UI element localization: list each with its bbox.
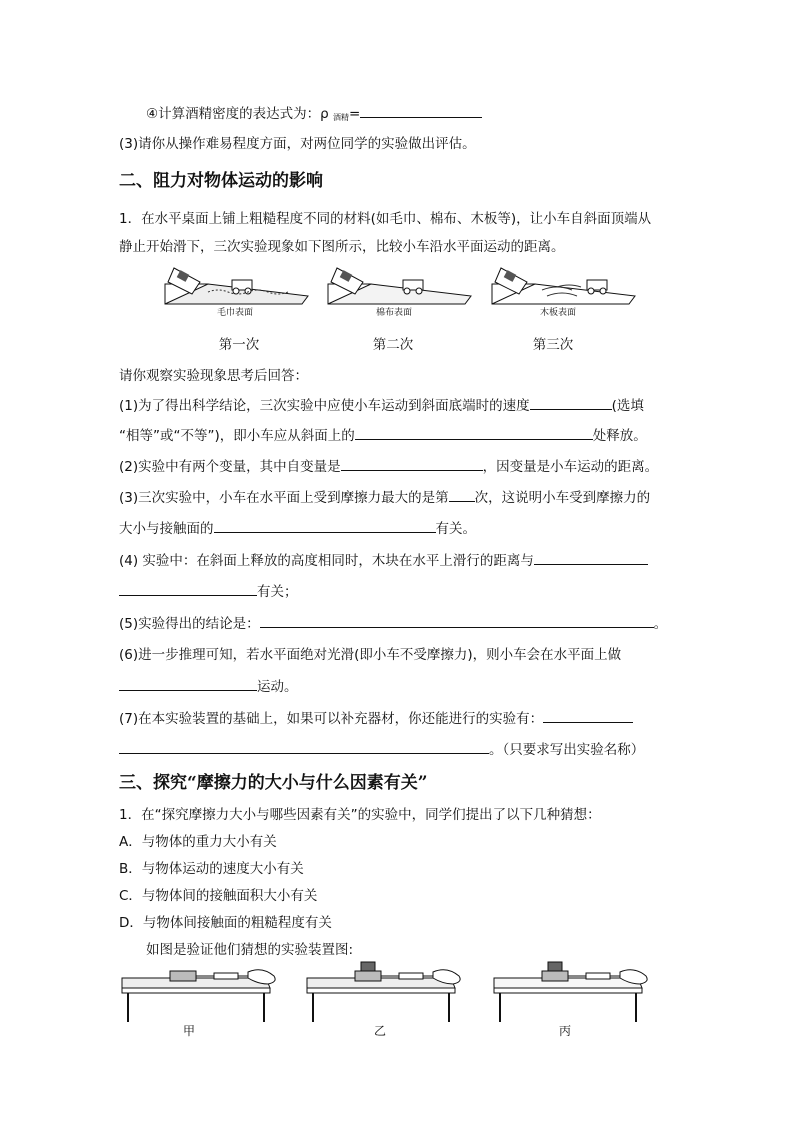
q3-text-3: 大小与接触面的 [119,521,214,537]
question-4-line-2 [119,582,298,601]
q3-end: 有关。 [435,521,476,537]
figure-caption-3: 第三次 [532,337,574,353]
q2-end: ，因变量是小车运动的距离。 [482,459,659,475]
q7-text: (7)在本实验装置的基础上，如果可以补充器材，你还能进行的实验有： [119,711,544,727]
question-3-line-2 [119,519,476,538]
question-6-line-2 [119,677,298,696]
question-2 [119,457,658,476]
q7-blank[interactable] [543,709,633,723]
figure-label-yi: 乙 [373,1024,386,1038]
apparatus-figure-yi [303,958,473,1026]
question-7-line-2 [119,740,644,759]
q2-text: (2)实验中有两个变量，其中自变量是 [119,459,341,475]
q3-blank-trial[interactable] [449,488,475,502]
answer-prompt: 请你观察实验现象思考后回答： [119,368,308,384]
question-1-line-1 [119,396,644,415]
q1-blank-speed[interactable] [530,396,612,410]
figure-caption-2: 第二次 [372,337,414,353]
apparatus-figure-jia [118,964,288,1026]
section-2-intro-line-1: 1．在水平桌面上铺上粗糙程度不同的材料(如毛巾、棉布、木板等)，让小车自斜面顶端从 [119,211,652,227]
q6-blank[interactable] [119,677,257,691]
hypothesis-c: C．与物体间的接触面积大小有关 [119,888,318,904]
apparatus-figure-bing [490,958,660,1026]
q4-end: 有关； [257,584,298,600]
q4-blank-2[interactable] [119,582,257,596]
hypothesis-d: D．与物体间接触面的粗糙程度有关 [119,915,332,931]
q4-text: (4) 实验中：在斜面上释放的高度相同时，木块在水平上滑行的距离与 [119,553,534,569]
question-7-line-1 [119,709,633,728]
figure-label-jia: 甲 [182,1024,195,1038]
q1-hint: (选填 [611,398,644,414]
q5-blank[interactable] [260,614,654,628]
q3-blank-factor[interactable] [214,519,436,533]
hypothesis-b: B．与物体运动的速度大小有关 [119,861,304,877]
q1-text: (1)为了得出科学结论，三次实验中应使小车运动到斜面底端时的速度 [119,398,530,414]
question-1-line-2 [119,426,647,445]
q3-text: (3)三次实验中，小车在水平面上受到摩擦力最大的是第 [119,490,449,506]
question-6-line-1: (6)进一步推理可知，若水平面绝对光滑(即小车不受摩擦力)，则小车会在水平面上做 [119,647,622,663]
hypothesis-a: A．与物体的重力大小有关 [119,834,277,850]
q5-end: 。 [653,616,668,632]
formula-equals: = [348,106,361,122]
q2-blank[interactable] [341,457,483,471]
question-5 [119,614,667,633]
q1-end: 处释放。 [592,428,647,444]
q1-text-2: “相等”或“不等”)，即小车应从斜面上的 [119,428,355,444]
q5-text: (5)实验得出的结论是： [119,616,260,632]
question-4-line-1 [119,551,648,570]
section-2-intro-line-2: 静止开始滑下，三次实验现象如下图所示，比较小车沿水平面运动的距离。 [119,239,565,255]
question-3-line-1 [119,488,650,507]
q7-blank-2[interactable] [119,740,489,754]
surface-label-wood: 木板表面 [539,308,576,318]
figure-intro: 如图是验证他们猜想的实验装置图: [146,942,354,958]
q7-end: 。（只要求写出实验名称） [489,742,645,758]
section-2-title: 二、阻力对物体运动的影响 [119,171,323,191]
formula-subscript: 酒精 [332,113,349,122]
section-3-title: 三、探究“摩擦力的大小与什么因素有关” [119,773,428,793]
q3-text-2: 次，这说明小车受到摩擦力的 [474,490,651,506]
question-3-evaluate: (3)请你从操作难易程度方面，对两位同学的实验做出评估。 [119,136,476,152]
figure-caption-1: 第一次 [218,337,260,353]
formula-text: ④计算酒精密度的表达式为：ρ [146,106,329,122]
figure-label-bing: 丙 [558,1024,571,1038]
answer-blank[interactable] [360,104,482,118]
q6-end: 运动。 [257,679,298,695]
surface-label-towel: 毛巾表面 [216,308,253,318]
q4-blank[interactable] [534,551,648,565]
section-3-intro: 1．在“探究摩擦力大小与哪些因素有关”的实验中，同学们提出了以下几种猜想： [119,807,601,823]
surface-label-cotton: 棉布表面 [375,308,412,318]
density-formula-line [146,104,482,127]
q1-blank-position[interactable] [355,426,593,440]
